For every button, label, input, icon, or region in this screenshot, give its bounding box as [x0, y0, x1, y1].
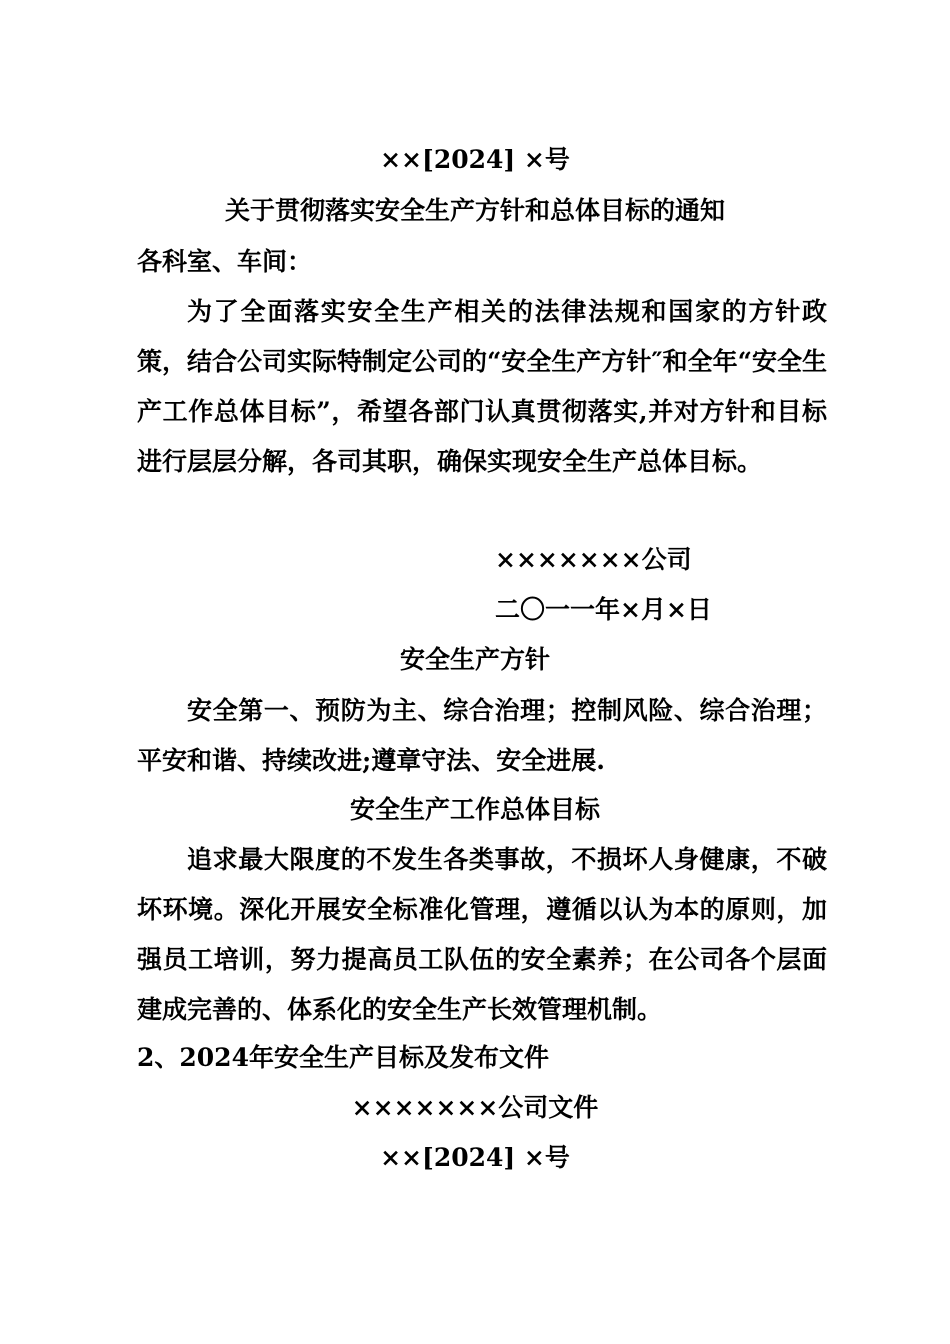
goal-heading: 安全生产工作总体目标 [349, 795, 600, 824]
policy-text: 安全第一、预防为主、综合治理；控制风险、综合治理；平安和谐、持续改进;遵章守法、安全进展. [137, 696, 827, 775]
document-number-2: ××[2024] ×号 [380, 1143, 570, 1172]
company-document-header: ×××××××公司文件 [351, 1093, 599, 1122]
goal-text: 追求最大限度的不发生各类事故，不损坏人身健康，不破坏环境。深化开展安全标准化管理，遵循以认为本的原则，加强员工培训，努力提高员工队伍的安全素养；在公司各个层面建成完善的、体系化的安全生产长效管理机制。 [137, 845, 827, 1024]
signature-company: ×××××××公司 [495, 545, 692, 574]
notice-title: 关于贯彻落实安全生产方针和总体目标的通知 [224, 196, 725, 225]
salutation: 各科室、车间： [137, 247, 313, 276]
document-number: ××[2024] ×号 [380, 145, 570, 174]
signature-date: 二〇一一年×月×日 [495, 595, 712, 624]
policy-heading: 安全生产方针 [399, 645, 550, 674]
notice-body-paragraph: 为了全面落实安全生产相关的法律法规和国家的方针政策，结合公司实际特制定公司的“安全生产方针″和全年“安全生产工作总体目标”，希望各部门认真贯彻落实,并对方针和目标进行层层分解，各司其职，确保实现安全生产总体目标。 [137, 297, 827, 476]
section-2-heading: 2、2024年安全生产目标及发布文件 [137, 1043, 549, 1072]
